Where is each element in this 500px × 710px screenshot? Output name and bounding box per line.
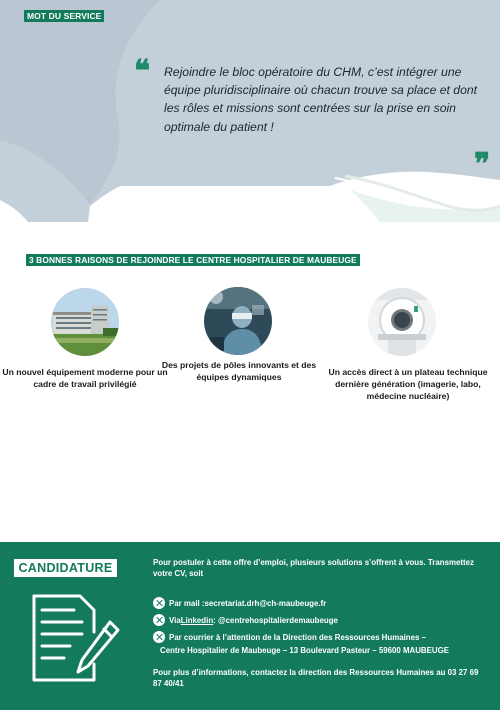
- candidature-intro: Pour postuler à cette offre d’emploi, plusieurs solutions s’offrent à vous. Transmettez votre CV, soit: [153, 558, 474, 578]
- postal-address: Centre Hospitalier de Maubeuge – 13 Boulevard Pasteur – 59600 MAUBEUGE: [160, 646, 449, 655]
- linkedin-handle: : @centrehospitalierdemaubeuge: [213, 615, 338, 625]
- reason-caption: Des projets de pôles innovants et des équipes dynamiques: [161, 360, 317, 382]
- contact-linkedin-line: [153, 614, 338, 626]
- contact-mail-line: [153, 597, 326, 609]
- document-pen-icon: [30, 592, 122, 684]
- contact-courrier-line: [153, 631, 426, 643]
- hospital-building-photo: [51, 288, 119, 356]
- mail-prefix: Par mail :: [169, 598, 205, 608]
- service-quote-text: Rejoindre le bloc opératoire du CHM, c’est intégrer une équipe pluridisciplinaire où chacun trouve sa place et dont les rôles et missions sont centrées sur la prise en soin optimale du patient !: [164, 65, 478, 134]
- linkedin-link[interactable]: Linkedin: [180, 615, 214, 625]
- candidature-section: [0, 542, 500, 710]
- section-tag-reasons: 3 BONNES RAISONS DE REJOINDRE LE CENTRE HOSPITALIER DE MAUBEUGE: [26, 254, 360, 266]
- more-info-text: Pour plus d’informations, contactez la direction des Ressources Humaines au 03 27 69 87 40/41: [153, 668, 479, 688]
- surgeon-photo: [204, 287, 272, 355]
- open-quote-icon: ❝: [134, 54, 151, 89]
- reason-caption: Un nouvel équipement moderne pour un cadre de travail privilégié: [2, 367, 168, 389]
- close-x-icon: [153, 597, 165, 609]
- candidature-title: CANDIDATURE: [14, 559, 117, 577]
- service-quote-section: [0, 0, 500, 222]
- close-quote-icon: ❞: [474, 147, 491, 182]
- linkedin-prefix: Via: [169, 615, 181, 625]
- close-x-icon: [153, 631, 165, 643]
- courrier-text: Par courrier à l’attention de la Direction des Ressources Humaines –: [169, 632, 426, 642]
- section-tag-mot-du-service: MOT DU SERVICE: [24, 10, 104, 22]
- close-x-icon: [153, 614, 165, 626]
- mail-link[interactable]: secretariat.drh@ch-maubeuge.fr: [204, 598, 327, 608]
- scanner-photo: [368, 288, 436, 356]
- reason-caption: Un accès direct à un plateau technique dernière génération (imagerie, labo, médecine nucléaire): [328, 367, 488, 401]
